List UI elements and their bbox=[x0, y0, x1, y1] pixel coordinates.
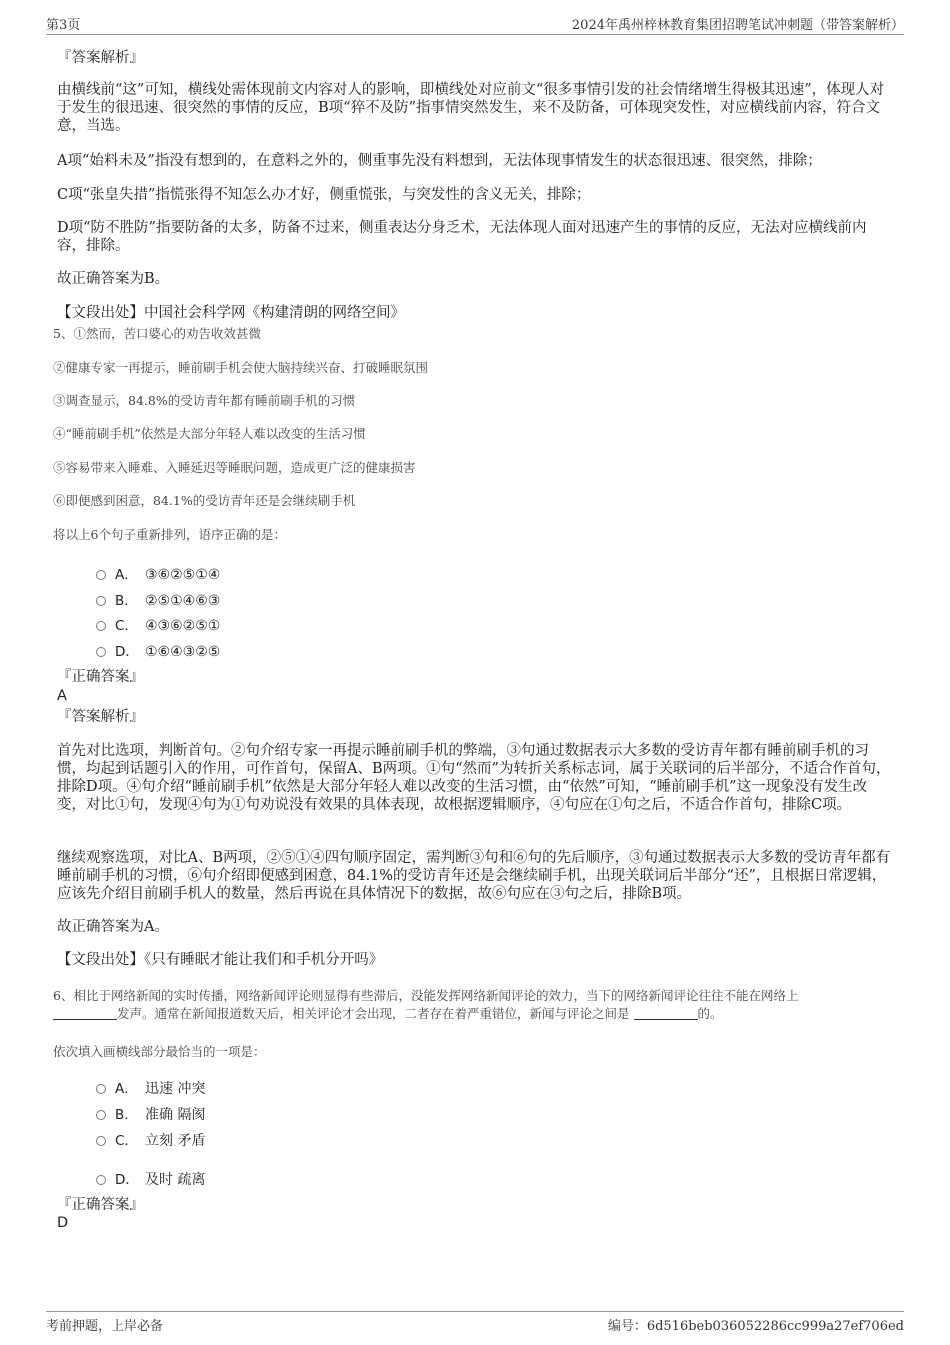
q4-analysis-p4: D项“防不胜防”指要防备的太多，防备不过来，侧重表达分身乏术，无法体现人面对迅速产生的事情的反应，无法对应横线前内容，排除。 bbox=[57, 220, 867, 254]
radio-icon[interactable] bbox=[96, 647, 106, 657]
q6-stem: 6、相比于网络新闻的实时传播，网络新闻评论则显得有些滞后，没能发挥网络新闻评论的效力，当下的网络新闻评论往往不能在网络上 发声。通常在新闻报道数天后，相关评论才会出现，二者存在着严重错位，新闻与评论之间是 的。 bbox=[53, 988, 799, 1021]
q6-answer-label: 『正确答案』 bbox=[57, 1197, 144, 1213]
q5-answer: A bbox=[57, 688, 67, 704]
q6-prompt: 依次填入画横线部分最恰当的一项是： bbox=[53, 1044, 266, 1059]
page-header bbox=[46, 14, 904, 35]
q4-analysis-p2: A项“始料未及”指没有想到的，在意料之外的，侧重事先没有料想到，无法体现事情发生的状态很迅速、很突然，排除； bbox=[57, 153, 822, 169]
q6-option-b[interactable]: B． 准确 隔阂 bbox=[96, 1103, 205, 1124]
blank-1 bbox=[53, 1007, 117, 1020]
q5-sentence-3: ③调查显示，84.8%的受访青年都有睡前刷手机的习惯 bbox=[53, 393, 356, 408]
q4-analysis-label: 『答案解析』 bbox=[57, 50, 144, 66]
q5-answer-label: 『正确答案』 bbox=[57, 669, 144, 685]
q5-analysis-p1: 首先对比选项，判断首句。②句介绍专家一再提示睡前刷手机的弊端，③句通过数据表示大多数的受访青年都有睡前刷手机的习惯，均起到话题引入的作用，可作首句，保留A、B两项。①句“然而”为转折关系标志词，属于关联词的后半部分，不适合作首句，排除D项。④句介绍“睡前刷手机”依然是大部分年轻人难以改变的生活习惯，由“依然”可知，“睡前刷手机”这一现象没有发生改变，对比①句，发现④句为①句劝说没有效果的具体表现，故根据逻辑顺序，④句应在①句之后，不适合作首句，排除C项。 bbox=[57, 743, 891, 813]
radio-icon[interactable] bbox=[96, 570, 106, 580]
q5-sentence-2: ②健康专家一再提示，睡前刷手机会使大脑持续兴奋、打破睡眠氛围 bbox=[53, 360, 429, 375]
q6-option-a[interactable]: A． 迅速 冲突 bbox=[96, 1077, 205, 1098]
q5-sentence-5: ⑤容易带来入睡难、入睡延迟等睡眠问题，造成更广泛的健康损害 bbox=[53, 460, 416, 475]
q5-sentence-1: 5、①然而，苦口婆心的劝告收效甚微 bbox=[53, 326, 261, 341]
q4-conclusion: 故正确答案为B。 bbox=[57, 271, 170, 287]
radio-icon[interactable] bbox=[96, 1110, 106, 1120]
footer-slogan: 考前押题，上岸必备 bbox=[46, 1319, 164, 1334]
radio-icon[interactable] bbox=[96, 621, 106, 631]
radio-icon[interactable] bbox=[96, 1175, 106, 1185]
page-footer bbox=[46, 1311, 904, 1337]
q5-option-c[interactable]: C． ④③⑥②⑤① bbox=[96, 614, 220, 634]
q5-conclusion: 故正确答案为A。 bbox=[57, 919, 169, 935]
q6-option-d[interactable]: D． 及时 疏离 bbox=[96, 1168, 205, 1189]
blank-2 bbox=[634, 1007, 698, 1020]
q6-option-c[interactable]: C． 立刻 矛盾 bbox=[96, 1129, 205, 1150]
q4-analysis-p3: C项“张皇失措”指慌张得不知怎么办才好，侧重慌张，与突发性的含义无关，排除； bbox=[57, 187, 591, 203]
radio-icon[interactable] bbox=[96, 1084, 106, 1094]
q5-prompt: 将以上6个句子重新排列，语序正确的是： bbox=[53, 527, 286, 542]
q5-option-b[interactable]: B． ②⑤①④⑥③ bbox=[96, 589, 220, 609]
page-number: 第3页 bbox=[46, 18, 81, 33]
q6-answer: D bbox=[57, 1215, 69, 1231]
q5-analysis-p2: 继续观察选项，对比A、B两项，②⑤①④四句顺序固定，需判断③句和⑥句的先后顺序，③句通过数据表示大多数的受访青年都有睡前刷手机的习惯，⑥句介绍即便感到困意，84.1%的受访青年还是会继续刷手机，出现关联词后半部分“还”，且根据日常逻辑，应该先介绍目前刷手机人的数量，然后再说在具体情况下的数据，故⑥句应在③句之后，排除B项。 bbox=[57, 850, 891, 902]
document-id: 编号：6d516beb036052286cc999a27ef706ed bbox=[607, 1319, 904, 1334]
radio-icon[interactable] bbox=[96, 1136, 106, 1146]
q4-source: 【文段出处】中国社会科学网《构建清朗的网络空间》 bbox=[57, 305, 405, 321]
document-title: 2024年禹州梓林教育集团招聘笔试冲刺题（带答案解析） bbox=[571, 18, 904, 33]
q5-sentence-6: ⑥即便感到困意，84.1%的受访青年还是会继续刷手机 bbox=[53, 493, 356, 508]
q5-option-d[interactable]: D． ①⑥④③②⑤ bbox=[96, 640, 220, 660]
radio-icon[interactable] bbox=[96, 596, 106, 606]
q4-analysis-p1: 由横线前“这”可知，横线处需体现前文内容对人的影响，即横线处对应前文“很多事情引发的社会情绪增生得极其迅速”，体现人对于发生的很迅速、很突然的事情的反应，B项“猝不及防”指事情突然发生，来不及防备，可体现突发性，对应横线前内容，符合文意，当选。 bbox=[57, 82, 885, 134]
q5-source: 【文段出处】《只有睡眠才能让我们和手机分开吗》 bbox=[57, 952, 384, 968]
q5-option-a[interactable]: A． ③⑥②⑤①④ bbox=[96, 563, 220, 583]
q5-analysis-label: 『答案解析』 bbox=[57, 709, 144, 725]
q5-sentence-4: ④“睡前刷手机”依然是大部分年轻人难以改变的生活习惯 bbox=[53, 426, 366, 441]
